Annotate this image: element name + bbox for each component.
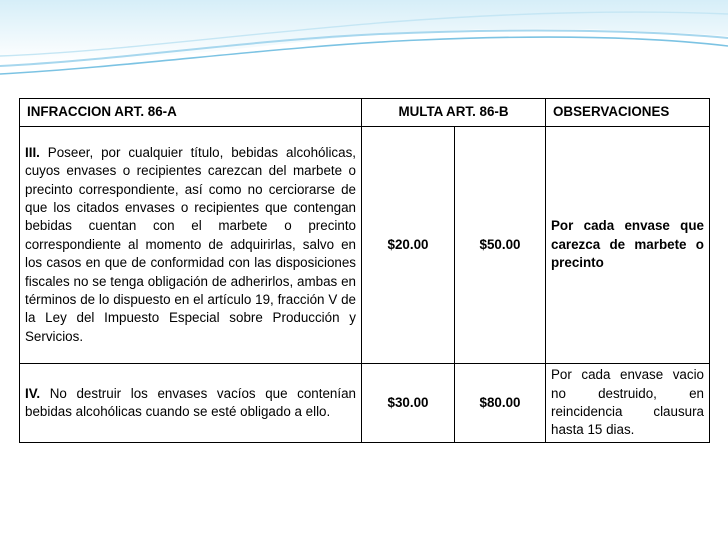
multa-min-cell: $20.00 <box>362 127 455 364</box>
observaciones-cell: Por cada envase vacio no destruido, en reincidencia clausura hasta 15 dias. <box>546 364 710 443</box>
multa-max-cell: $80.00 <box>455 364 546 443</box>
fraccion-number: III. <box>25 144 40 160</box>
infraccion-text: No destruir los envases vacíos que contenían bebidas alcohólicas cuando se esté obligado a ello. <box>25 385 356 419</box>
table-header-row <box>20 99 710 127</box>
observaciones-cell: Por cada envase que carezca de marbete o precinto <box>546 127 710 364</box>
decorative-wave-banner <box>0 0 728 80</box>
multa-max-cell: $50.00 <box>455 127 546 364</box>
infraccion-text: Poseer, por cualquier título, bebidas alcohólicas, cuyos envases o recipientes carezcan del marbete o precinto correspondiente, así como no cerciorarse de que los citados envases o recipientes que contengan bebidas cuentan con el marbete o precinto correspondiente al momento de adquirirlas, salvo en los casos en que de conformidad con las disposiciones fiscales no se tenga obligación de adherirlos, ambas en términos de lo dispuesto en el artículo 19, fracción V de la Ley del Impuesto Especial sobre Producción y Servicios. <box>25 144 356 344</box>
header-multa: MULTA ART. 86-B <box>362 99 546 127</box>
infraccion-cell <box>20 127 362 364</box>
header-infraccion: INFRACCION ART. 86-A <box>20 99 362 127</box>
table-row <box>20 364 710 443</box>
infraccion-cell <box>20 364 362 443</box>
fraccion-number: IV. <box>25 385 41 401</box>
header-observaciones: OBSERVACIONES <box>546 99 710 127</box>
multa-min-cell: $30.00 <box>362 364 455 443</box>
fines-table <box>19 98 710 443</box>
table-row <box>20 127 710 364</box>
